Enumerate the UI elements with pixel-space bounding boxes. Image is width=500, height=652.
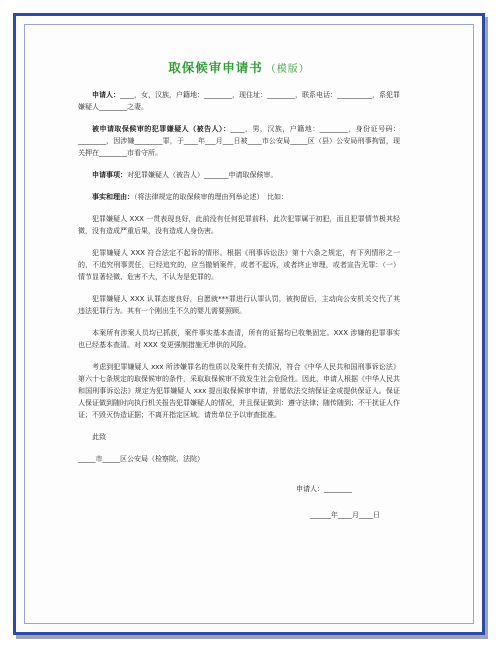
date-line: ______年____月____日 bbox=[310, 511, 380, 519]
title-text: 取保候审申请书 bbox=[168, 60, 263, 75]
reason-paragraph-2: 犯罪嫌疑人 XXX 符合法定不起诉的情形。根据《刑事诉讼法》第十六条之规定，有下列情形之一的，不追究刑事责任，已经追究的，应当撤销案件，或者不起诉，或者终止审理，或者宣告无罪：（一）情节显著轻微、危害不大，不认为是犯罪的。 bbox=[78, 249, 400, 281]
applicant-text: ____，女，汉族，户籍地：________，现住址：________，联系电话：__________，系犯罪嫌疑人________之妻。 bbox=[78, 91, 400, 111]
reasons-section bbox=[78, 191, 400, 203]
reason-paragraph-4: 本案所有涉案人员均已抓获，案件事实基本查清，所有的证据均已收集固定。XXX 涉嫌的犯罪事实也已经基本查清。对 XXX 变更强制措施无串供的风险。 bbox=[78, 329, 400, 349]
recipient-line: _____市_____区公安局（检察院、法院） bbox=[78, 455, 204, 463]
applicant-section bbox=[78, 89, 400, 113]
reasons-label: 事实和理由： bbox=[92, 193, 134, 201]
document-body bbox=[78, 62, 400, 531]
reasons-text: （将法律规定的取保候审的理由列举论述） 比如： bbox=[134, 193, 288, 201]
matter-text: 对犯罪嫌疑人（被告人）_______申请取保候审。 bbox=[127, 171, 278, 179]
applicant-label: 申请人： bbox=[92, 91, 120, 99]
reason-paragraph-1: 犯罪嫌疑人 XXX 一贯表现良好，此前没有任何犯罪前科，此次犯罪属于初犯，而且犯罪情节极其轻微，没有造成严重后果，没有造成人身伤害。 bbox=[78, 215, 400, 235]
suspect-section bbox=[78, 123, 400, 159]
reason-paragraph-5: 考虑到犯罪嫌疑人 xxx 所涉嫌罪名的性质以及案件有关情况，符合《中华人民共和国刑事诉讼法》第六十七条规定的取保候审的条件，采取取保候审不致发生社会危险性。因此，申请人根据《中华人民共和国刑事诉讼法》规定为犯罪嫌疑人 xxx 提出取保候审申请，并愿依法交纳保证金或提供保证人。保证人保证做到随时向执行机关报告犯罪嫌疑人的情况，并且保证做到：遵守法律；随传随到；不干扰证人作证；不毁灭伪造证据；不离开指定区域。请贵单位予以审查批准。 bbox=[78, 363, 400, 419]
reason-paragraph-3: 犯罪嫌疑人 XXX 认罪态度良好，自愿就***罪进行认罪认罚，被拘留后，主动向公安机关交代了其违法犯罪行为。其有一个刚出生不久的婴儿需要照顾。 bbox=[78, 295, 400, 315]
matter-section bbox=[78, 169, 400, 181]
title-suffix: （模版） bbox=[265, 64, 310, 75]
suspect-label: 被申请取保候审的犯罪嫌疑人（被告人）： bbox=[92, 125, 231, 133]
document-title bbox=[78, 62, 400, 76]
suspect-text: ____，男，汉族，户籍地：________，身份证号码：________，因涉嫌________罪，于____年___月___日被____市公安局_____区（县）公安局刑事拘留，现关押在________市看守所。 bbox=[78, 125, 401, 157]
closing-salutation: 此致 bbox=[92, 433, 106, 441]
signature-line: 申请人：________ bbox=[296, 485, 352, 493]
matter-label: 申请事项： bbox=[92, 171, 127, 179]
